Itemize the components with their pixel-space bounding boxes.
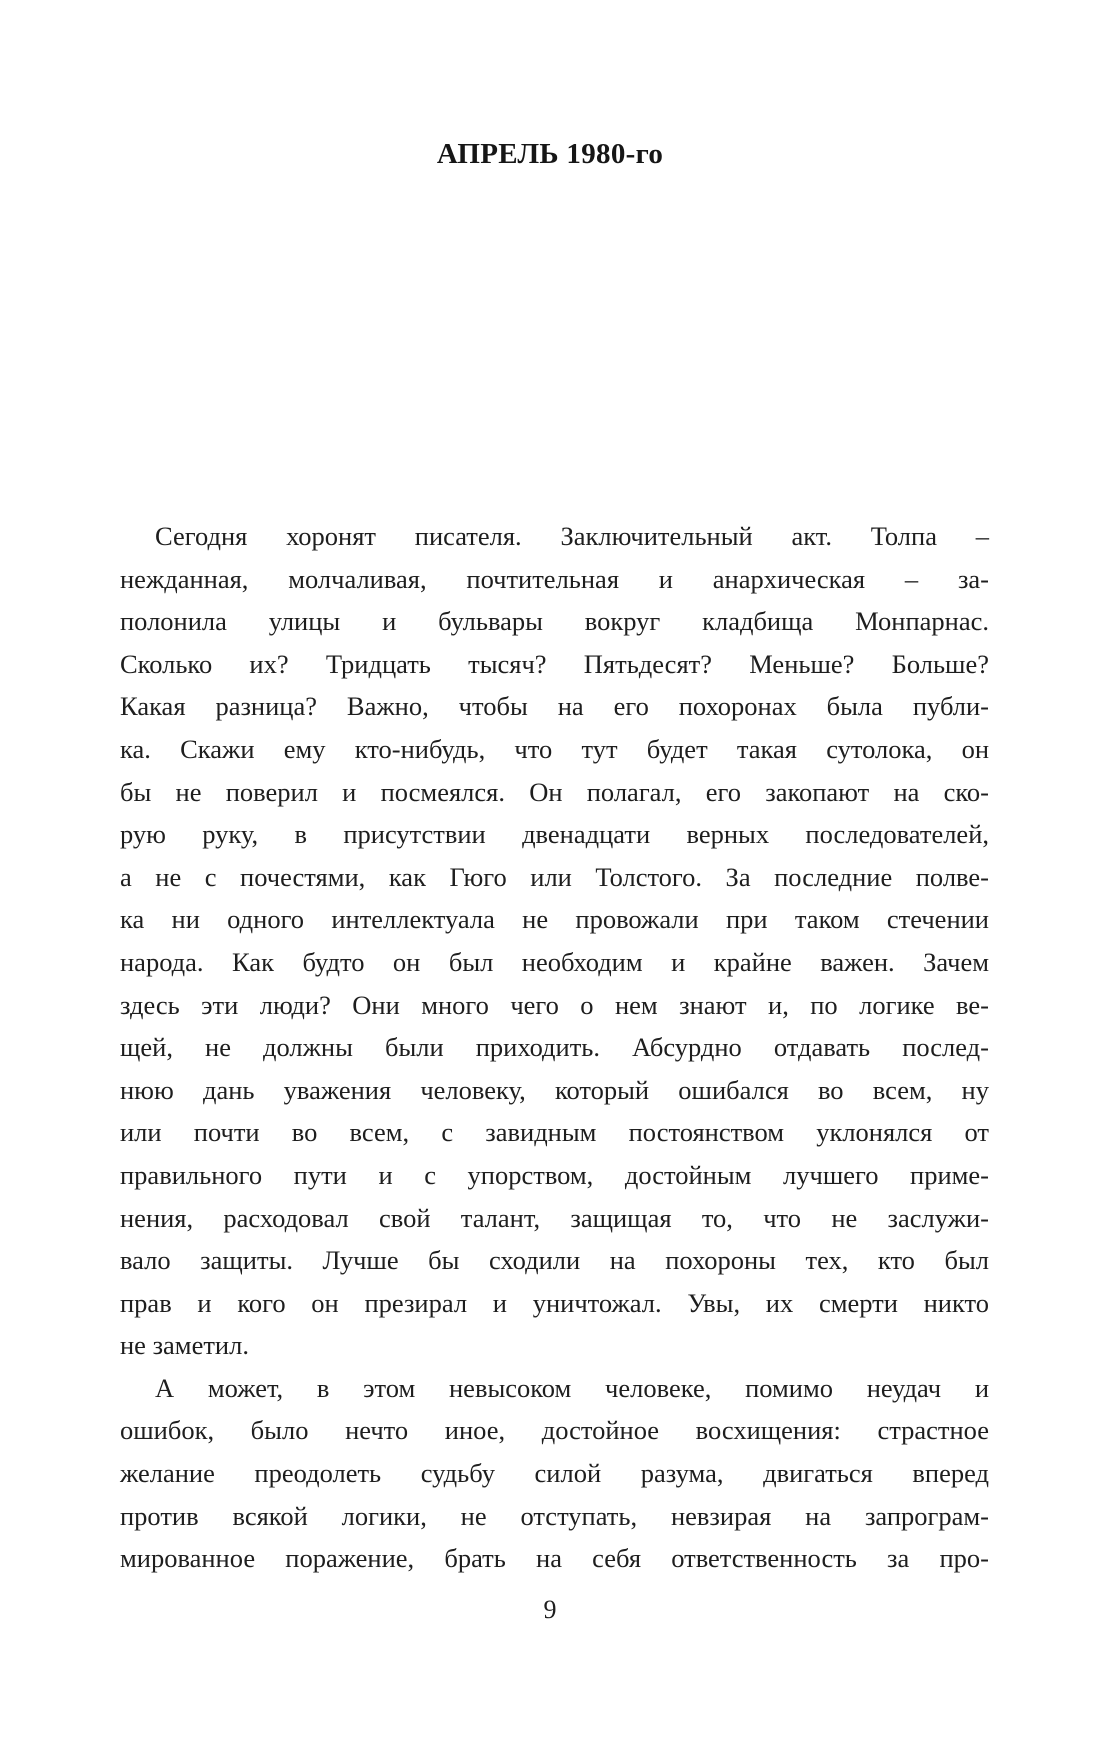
text-line: не заметил. (120, 1330, 249, 1361)
paragraph (120, 515, 989, 1367)
text-line: ошибок, было нечто иное, достойное восхищения: страстное (120, 1415, 989, 1446)
text-line: полонила улицы и бульвары вокруг кладбища Монпарнас. (120, 606, 989, 637)
text-line: здесь эти люди? Они много чего о нем знают и, по логике ве- (120, 989, 989, 1020)
text-line: Какая разница? Важно, чтобы на его похоронах была публи- (120, 691, 989, 722)
body-text (120, 515, 989, 1580)
text-line: или почти во всем, с завидным постоянством уклонялся от (120, 1117, 989, 1148)
text-line: народа. Как будто он был необходим и крайне важен. Зачем (120, 946, 989, 977)
text-line: ка ни одного интеллектуала не провожали при таком стечении (120, 904, 989, 935)
paragraph (120, 1367, 989, 1580)
text-line: бы не поверил и посмеялся. Он полагал, его закопают на ско- (120, 776, 989, 807)
text-line: мированное поражение, брать на себя ответственность за про- (120, 1543, 989, 1574)
text-line: против всякой логики, не отступать, невзирая на запрограм- (120, 1500, 989, 1531)
text-line: щей, не должны были приходить. Абсурдно отдавать послед- (120, 1032, 989, 1063)
text-line: а не с почестями, как Гюго или Толстого. За последние полве- (120, 861, 989, 892)
text-line: ка. Скажи ему кто-нибудь, что тут будет такая сутолока, он (120, 733, 989, 764)
text-line: нежданная, молчаливая, почтительная и анархическая – за- (120, 563, 989, 594)
text-line: правильного пути и с упорством, достойным лучшего приме- (120, 1159, 989, 1190)
text-line: желание преодолеть судьбу силой разума, двигаться вперед (120, 1458, 989, 1489)
text-line: Сегодня хоронят писателя. Заключительный акт. Толпа – (155, 521, 989, 551)
text-line: нюю дань уважения человеку, который ошибался во всем, ну (120, 1074, 989, 1105)
text-line: прав и кого он презирал и уничтожал. Увы, их смерти никто (120, 1287, 989, 1318)
page-number: 9 (543, 1595, 557, 1624)
text-line: Сколько их? Тридцать тысяч? Пятьдесят? Меньше? Больше? (120, 648, 989, 679)
text-line: А может, в этом невысоком человеке, помимо неудач и (155, 1372, 989, 1403)
chapter-title: АПРЕЛЬ 1980-го (436, 138, 664, 170)
text-line: вало защиты. Лучше бы сходили на похороны тех, кто был (120, 1245, 989, 1276)
text-line: нения, расходовал свой талант, защищая то, что не заслужи- (120, 1202, 989, 1233)
text-line: рую руку, в присутствии двенадцати верных последователей, (120, 819, 989, 850)
